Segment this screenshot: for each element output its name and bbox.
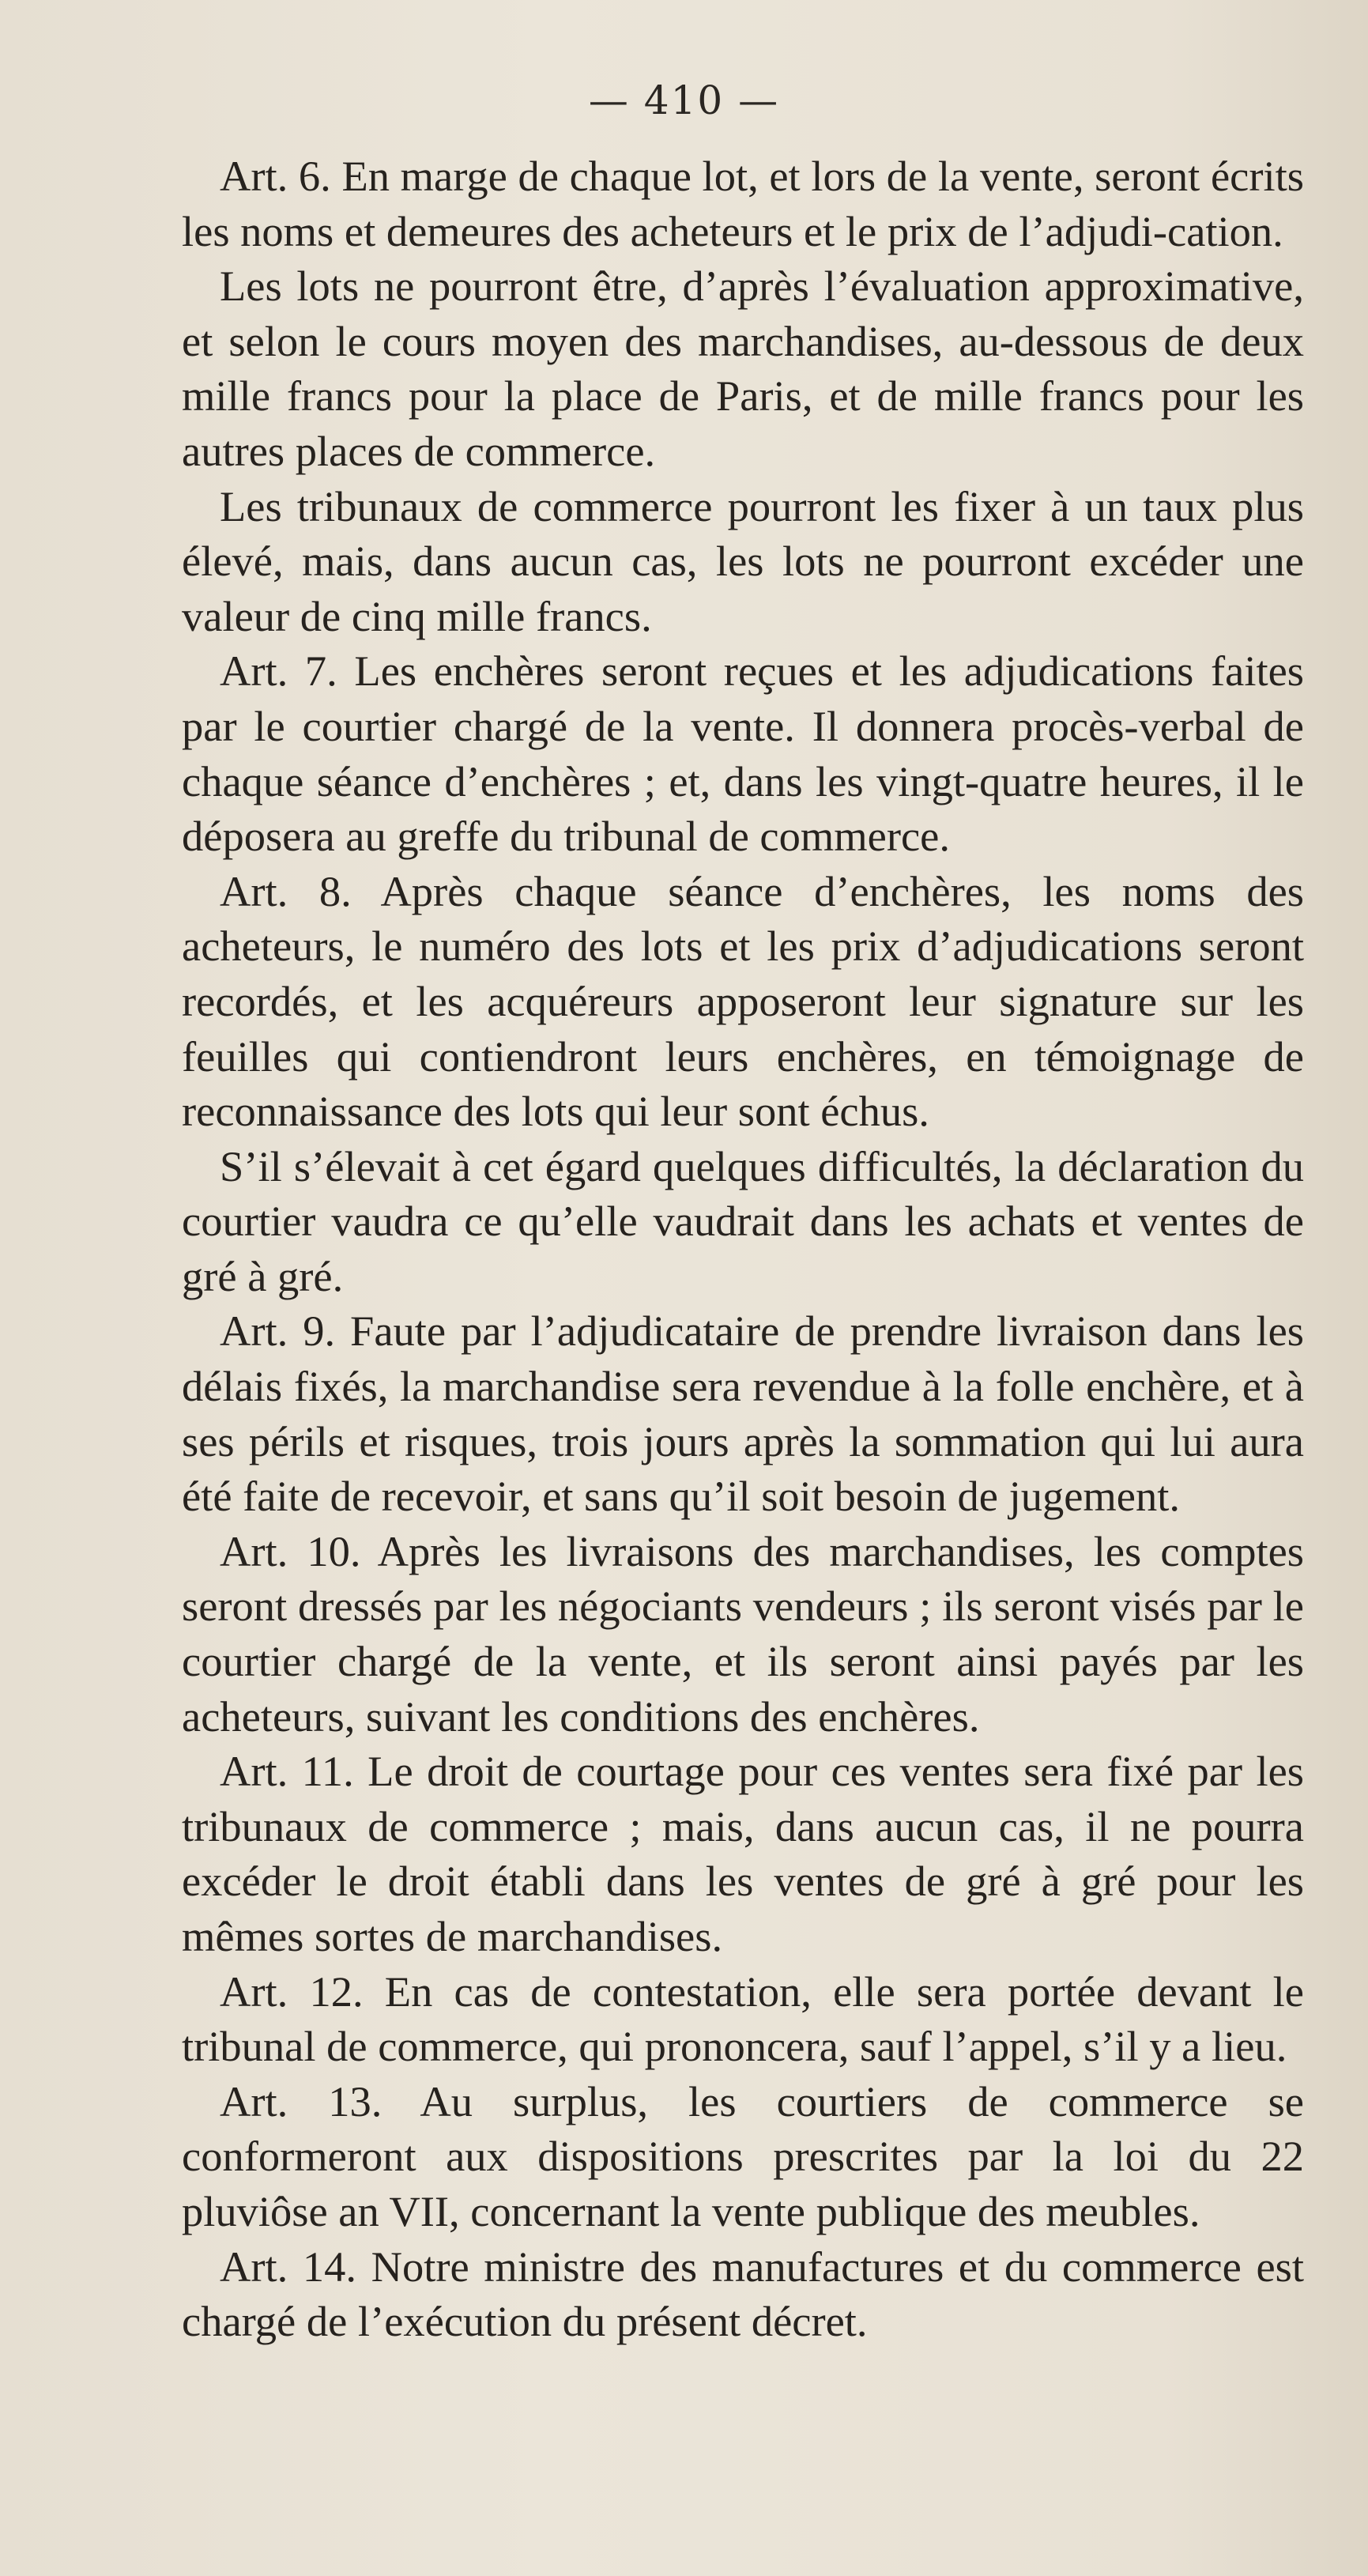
- body-text: [182, 149, 1304, 2349]
- paragraph-lots-minimum: Les lots ne pourront être, d’après l’évaluation approximative, et selon le cours moyen des marchandises, au-dessous de deux mille francs pour la place de Paris, et de mille francs pour les autres places de commerce.: [182, 262, 1304, 475]
- page-number: — 410 —: [588, 77, 780, 123]
- paragraph-art-10: Art. 10. Après les livraisons des marchandises, les comptes seront dressés par les négociants vendeurs ; ils seront visés par le courtier chargé de la vente, et ils seront ainsi payés par les acheteurs, suivant les conditions des enchères.: [182, 1526, 1304, 1741]
- paragraph-art-13: Art. 13. Au surplus, les courtiers de commerce se conformeront aux dispositions prescrites par la loi du 22 pluviôse an VII, concernant la vente publique des meubles.: [182, 2076, 1304, 2235]
- paragraph-difficultes: S’il s’élevait à cet égard quelques difficultés, la déclaration du courtier vaudra ce qu’elle vaudrait dans les achats et ventes de gré à gré.: [182, 1141, 1304, 1300]
- paragraph-art-7: Art. 7. Les enchères seront reçues et les adjudications faites par le courtier chargé de la vente. Il donnera procès-verbal de chaque séance d’enchères ; et, dans les vingt-quatre heures, il le déposera au greffe du tribunal de commerce.: [182, 647, 1304, 861]
- paragraph-art-8: Art. 8. Après chaque séance d’enchères, les noms des acheteurs, le numéro des lots et les prix d’adjudications seront recordés, et les acquéreurs apposeront leur signature sur les feuilles qui contiendront leurs enchères, en témoignage de reconnaissance des lots qui leur sont échus.: [182, 866, 1304, 1136]
- paragraph-art-11: Art. 11. Le droit de courtage pour ces ventes sera fixé par les tribunaux de commerce ; mais, dans aucun cas, il ne pourra excéder le droit établi dans les ventes de gré à gré pour les mêmes sortes de marchandises.: [182, 1747, 1304, 1960]
- paragraph-tribunaux: Les tribunaux de commerce pourront les fixer à un taux plus élevé, mais, dans aucun cas, les lots ne pourront excéder une valeur de cinq mille francs.: [182, 481, 1304, 640]
- paragraph-art-14: Art. 14. Notre ministre des manufactures et du commerce est chargé de l’exécution du présent décret.: [182, 2242, 1304, 2346]
- paragraph-art-12: Art. 12. En cas de contestation, elle sera portée devant le tribunal de commerce, qui prononcera, sauf l’appel, s’il y a lieu.: [182, 1967, 1304, 2071]
- paragraph-art-6: Art. 6. En marge de chaque lot, et lors de la vente, seront écrits les noms et demeures des acheteurs et le prix de l’adjudi-cation.: [182, 152, 1304, 255]
- paragraph-art-9: Art. 9. Faute par l’adjudicataire de prendre livraison dans les délais fixés, la marchandise sera revendue à la folle enchère, et à ses périls et risques, trois jours après la sommation qui lui aura été faite de recevoir, et sans qu’il soit besoin de jugement.: [182, 1307, 1304, 1521]
